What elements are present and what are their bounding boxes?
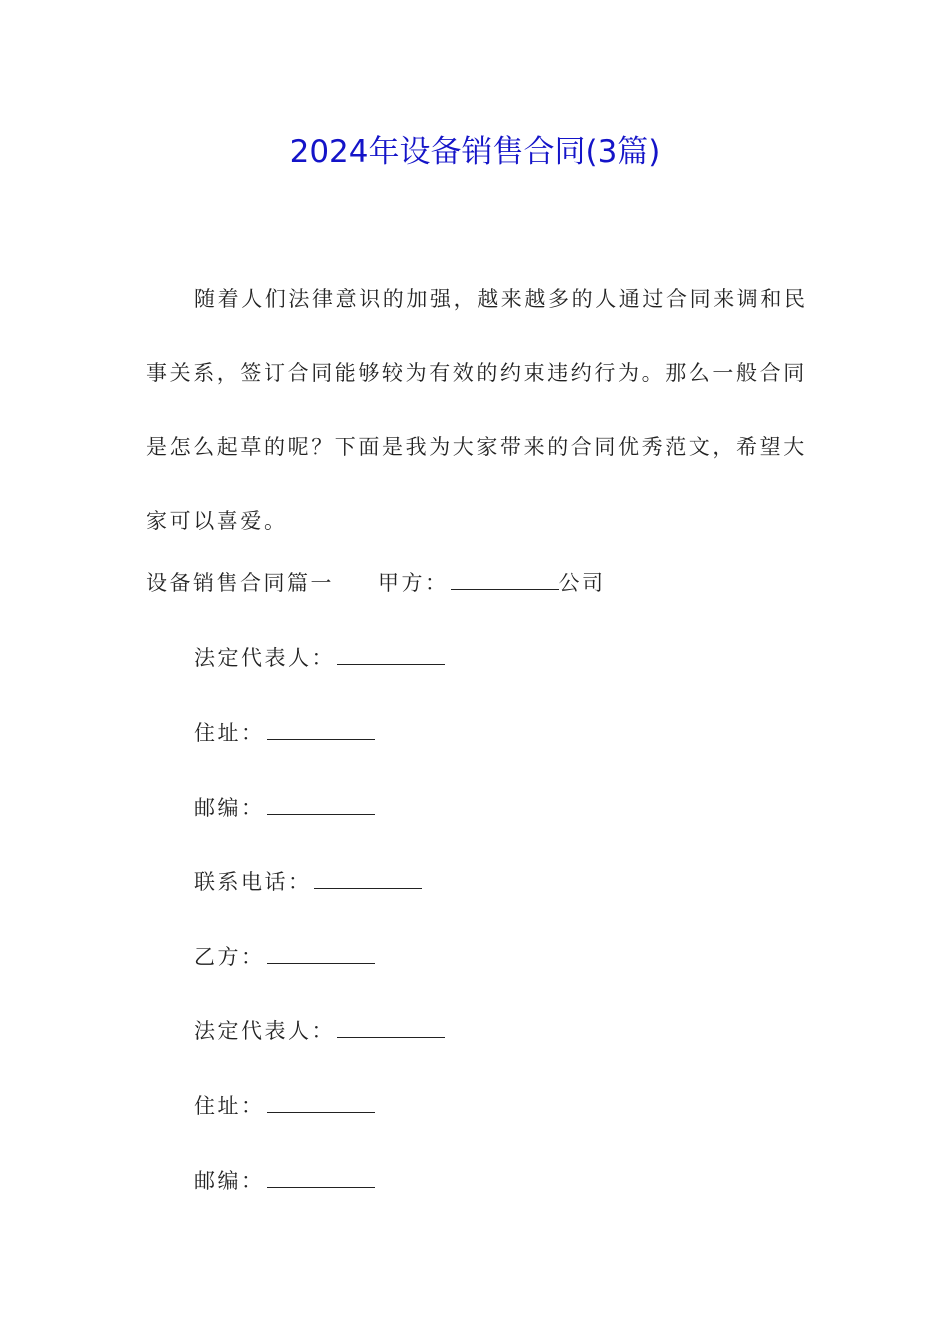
field-line (194, 1166, 375, 1196)
intro-paragraph: 随着人们法律意识的加强，越来越多的人通过合同来调和民事关系，签订合同能够较为有效的约束违约行为。那么一般合同是怎么起草的呢？下面是我为大家带来的合同优秀范文，希望大家可以喜爱。 (146, 287, 808, 533)
field-label: 邮编： (194, 1169, 265, 1193)
field-blank (337, 646, 445, 665)
field-label: 邮编： (194, 796, 265, 820)
section-heading-line (146, 568, 606, 598)
field-line (194, 1091, 375, 1121)
field-line (194, 1016, 445, 1046)
field-label: 住址： (194, 1094, 265, 1118)
party-a-blank (451, 571, 559, 590)
section-heading: 设备销售合同篇一 (146, 571, 334, 595)
field-label: 法定代表人： (194, 646, 335, 670)
field-line (194, 718, 375, 748)
party-a-suffix: 公司 (558, 571, 606, 595)
field-blank (337, 1019, 445, 1038)
field-blank (267, 1094, 375, 1113)
field-blank (267, 945, 375, 964)
field-label: 乙方： (194, 945, 265, 969)
document-title: 2024年设备销售合同(3篇) (289, 134, 661, 170)
field-label: 法定代表人： (194, 1019, 335, 1043)
field-blank (267, 1169, 375, 1188)
field-line (194, 643, 445, 673)
field-label: 住址： (194, 721, 265, 745)
field-line (194, 942, 375, 972)
field-line (194, 793, 375, 823)
party-a-label: 甲方： (378, 571, 449, 595)
field-line (194, 867, 422, 897)
field-blank (314, 870, 422, 889)
field-blank (267, 721, 375, 740)
field-label: 联系电话： (194, 870, 312, 894)
field-blank (267, 796, 375, 815)
